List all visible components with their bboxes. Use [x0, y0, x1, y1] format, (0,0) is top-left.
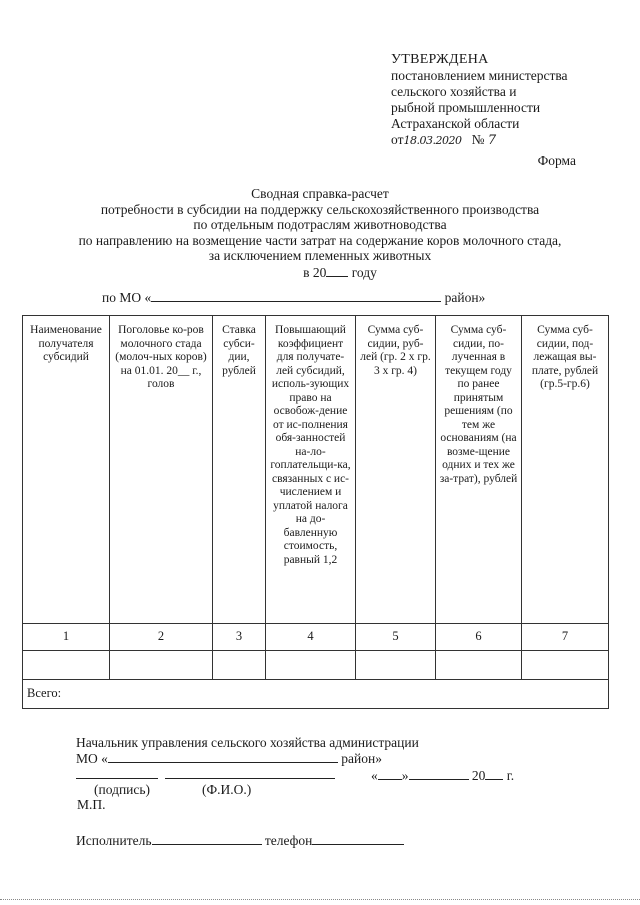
title-line: Сводная справка-расчет — [251, 186, 389, 201]
title-line: по отдельным подотраслям животноводства — [193, 217, 447, 232]
subsidy-table — [22, 315, 609, 709]
executor-label: Исполнитель — [76, 833, 152, 848]
footer-mo-prefix: МО « — [76, 751, 108, 766]
municipality-line — [102, 289, 485, 306]
title-line: по направлению на возмещение части затрат на содержание коров молочного стада, — [78, 232, 562, 248]
table-cell[interactable] — [522, 651, 609, 680]
total-label: Всего: — [23, 680, 609, 709]
title-line: потребности в субсидии на поддержку сельскохозяйственного производства — [100, 201, 540, 217]
table-cell[interactable] — [213, 651, 266, 680]
column-number: 7 — [522, 624, 609, 651]
form-label: Форма — [537, 153, 576, 168]
column-number: 1 — [23, 624, 110, 651]
approval-line: рыбной промышленности — [391, 100, 541, 115]
header-cell: Сумма суб-сидии, руб-лей (гр. 2 х гр. 3 х гр. 4) — [356, 316, 436, 624]
header-cell: Повышающий коэффициент для получате-лей субсидий, исполь-зующих право на освобож-дение от ис-полнения обя-занностей на-ло-гоплательщи-ка, связанных с ис-числением и уплатой налога на до-бавленную стоимость, равный 1,2 — [266, 316, 356, 624]
title-line: за исключением племенных животных — [208, 248, 432, 263]
number-prefix: № — [471, 132, 485, 147]
header-cell: Сумма суб-сидии, по-лученная в текущем году по ранее принятым решениям (по тем же основаниям (на возме-щение одних и тех же за-трат), рублей — [436, 316, 522, 624]
column-number: 5 — [356, 624, 436, 651]
table-cell[interactable] — [356, 651, 436, 680]
column-number: 6 — [436, 624, 522, 651]
date-quote-close: » — [401, 768, 409, 783]
phone-label: телефон — [264, 833, 313, 848]
table-cell[interactable] — [266, 651, 356, 680]
table-cell[interactable] — [110, 651, 213, 680]
column-number: 4 — [266, 624, 356, 651]
footer-head-line: Начальник управления сельского хозяйства администрации — [76, 735, 419, 750]
document-title — [0, 186, 640, 280]
footer-mo-blank[interactable] — [108, 750, 338, 763]
handwritten-number: 7 — [487, 133, 497, 148]
table-header-row — [23, 316, 609, 624]
date-prefix: от — [391, 132, 404, 147]
date-quote-open: « — [371, 768, 378, 783]
date-year-blank[interactable] — [485, 767, 503, 780]
column-number-row — [23, 624, 609, 651]
mo-blank[interactable] — [151, 289, 441, 302]
phone-blank[interactable] — [312, 832, 404, 845]
handwritten-date: 18.03.2020 — [403, 134, 462, 147]
header-cell: Наименование получателя субсидий — [23, 316, 110, 624]
sign-label: (подпись) — [94, 782, 151, 797]
mo-prefix: по МО « — [102, 290, 152, 305]
approval-line: постановлением министерства — [391, 68, 568, 83]
footer-mo-line — [76, 750, 382, 767]
date-month-blank[interactable] — [409, 767, 469, 780]
year-suffix: году — [351, 264, 377, 280]
column-number: 3 — [213, 624, 266, 651]
header-cell: Сумма суб-сидии, под-лежащая вы-плате, рублей (гр.5-гр.6) — [522, 316, 609, 624]
footer-mo-suffix: район» — [341, 751, 382, 766]
table-cell[interactable] — [23, 651, 110, 680]
executor-blank[interactable] — [152, 832, 262, 845]
date-year: 20 — [471, 768, 486, 783]
signature-blank[interactable] — [76, 766, 158, 779]
total-row — [23, 680, 609, 709]
fio-label: (Ф.И.О.) — [202, 782, 252, 797]
stamp-label: М.П. — [77, 797, 106, 812]
approval-line: сельского хозяйства и — [391, 84, 517, 99]
approval-heading: УТВЕРЖДЕНА — [391, 52, 489, 67]
header-cell: Поголовье ко-ров молочного стада (молоч-ных коров) на 01.01. 20__ г., голов — [110, 316, 213, 624]
signature-line — [76, 766, 335, 783]
footer-date-line — [371, 767, 514, 784]
date-suffix: г. — [506, 768, 515, 783]
column-number: 2 — [110, 624, 213, 651]
approval-block — [391, 52, 568, 149]
approval-line: Астраханской области — [391, 116, 520, 131]
executor-line — [76, 832, 404, 849]
mo-suffix: район» — [444, 290, 486, 305]
approval-date-line — [391, 132, 568, 149]
bottom-divider — [0, 899, 640, 900]
header-cell: Ставка субси-дии, рублей — [213, 316, 266, 624]
year-blank[interactable] — [326, 264, 348, 277]
table-row — [23, 651, 609, 680]
title-year-line — [0, 264, 640, 281]
table-cell[interactable] — [436, 651, 522, 680]
fio-blank[interactable] — [165, 766, 335, 779]
year-prefix: в 20 — [303, 264, 327, 280]
date-day-blank[interactable] — [378, 767, 402, 780]
